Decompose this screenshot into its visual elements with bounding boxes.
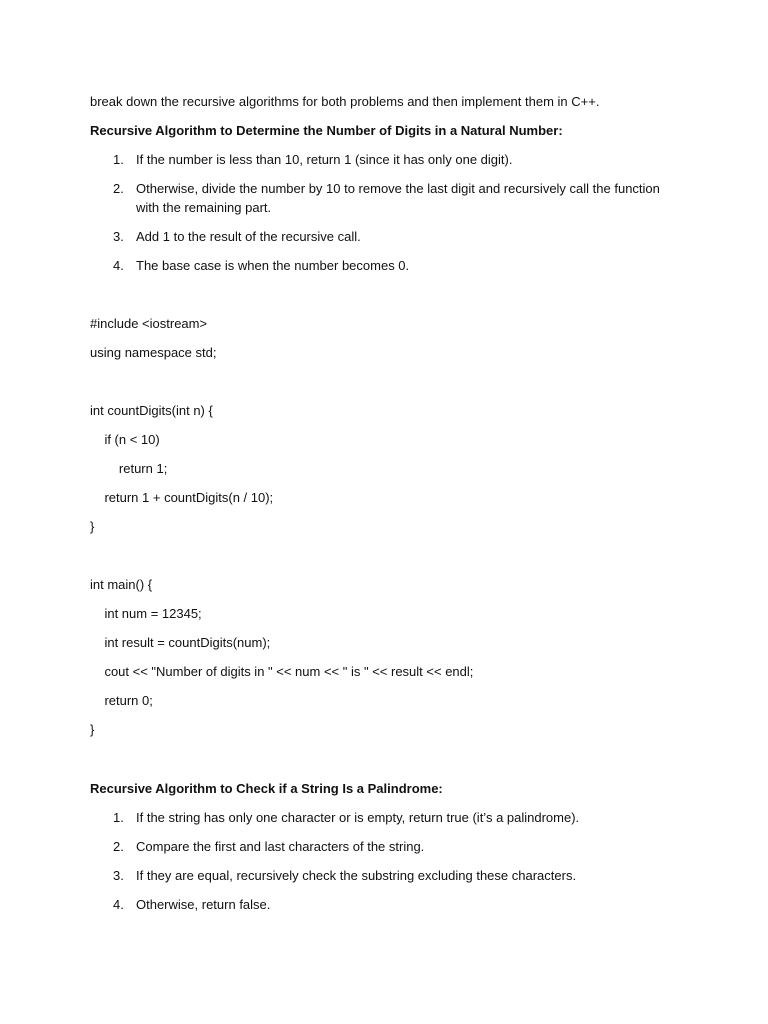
code-line: int countDigits(int n) { bbox=[90, 403, 213, 418]
intro-text: break down the recursive algorithms for both problems and then implement them in C++. bbox=[90, 94, 600, 109]
list-item-number: 4. bbox=[113, 258, 124, 273]
code-line: return 1; bbox=[90, 461, 168, 476]
list-item-text: Otherwise, divide the number by 10 to remove the last digit and recursively call the function with the remaining part. bbox=[136, 181, 660, 215]
code-line: int main() { bbox=[90, 577, 153, 592]
code-line: int result = countDigits(num); bbox=[90, 635, 271, 650]
code-line: #include <iostream> bbox=[90, 316, 208, 331]
list-item-number: 4. bbox=[113, 897, 124, 912]
list-item-number: 3. bbox=[113, 868, 124, 883]
code-line: using namespace std; bbox=[90, 345, 217, 360]
list-item-number: 1. bbox=[113, 810, 124, 825]
list-item-text: Compare the first and last characters of the string. bbox=[136, 839, 425, 854]
list-item-text: Add 1 to the result of the recursive call. bbox=[136, 229, 361, 244]
list-item-text: If they are equal, recursively check the substring excluding these characters. bbox=[136, 868, 577, 883]
code-line: return 1 + countDigits(n / 10); bbox=[90, 490, 274, 505]
code-line: if (n < 10) bbox=[90, 432, 160, 447]
code-line: } bbox=[90, 722, 95, 737]
list-item-number: 2. bbox=[113, 181, 124, 196]
code-line: return 0; bbox=[90, 693, 153, 708]
code-line: cout << "Number of digits in " << num << " is " << result << endl; bbox=[90, 664, 474, 679]
code-line: } bbox=[90, 519, 95, 534]
list-item-text: The base case is when the number becomes 0. bbox=[136, 258, 410, 273]
section1-heading: Recursive Algorithm to Determine the Number of Digits in a Natural Number: bbox=[90, 123, 563, 138]
section2-heading: Recursive Algorithm to Check if a String Is a Palindrome: bbox=[90, 781, 443, 796]
list-item-number: 3. bbox=[113, 229, 124, 244]
list-item-text: If the number is less than 10, return 1 (since it has only one digit). bbox=[136, 152, 513, 167]
list-item-number: 2. bbox=[113, 839, 124, 854]
code-line: int num = 12345; bbox=[90, 606, 202, 621]
list-item-number: 1. bbox=[113, 152, 124, 167]
list-item-text: Otherwise, return false. bbox=[136, 897, 271, 912]
list-item-text: If the string has only one character or is empty, return true (it’s a palindrome). bbox=[136, 810, 580, 825]
